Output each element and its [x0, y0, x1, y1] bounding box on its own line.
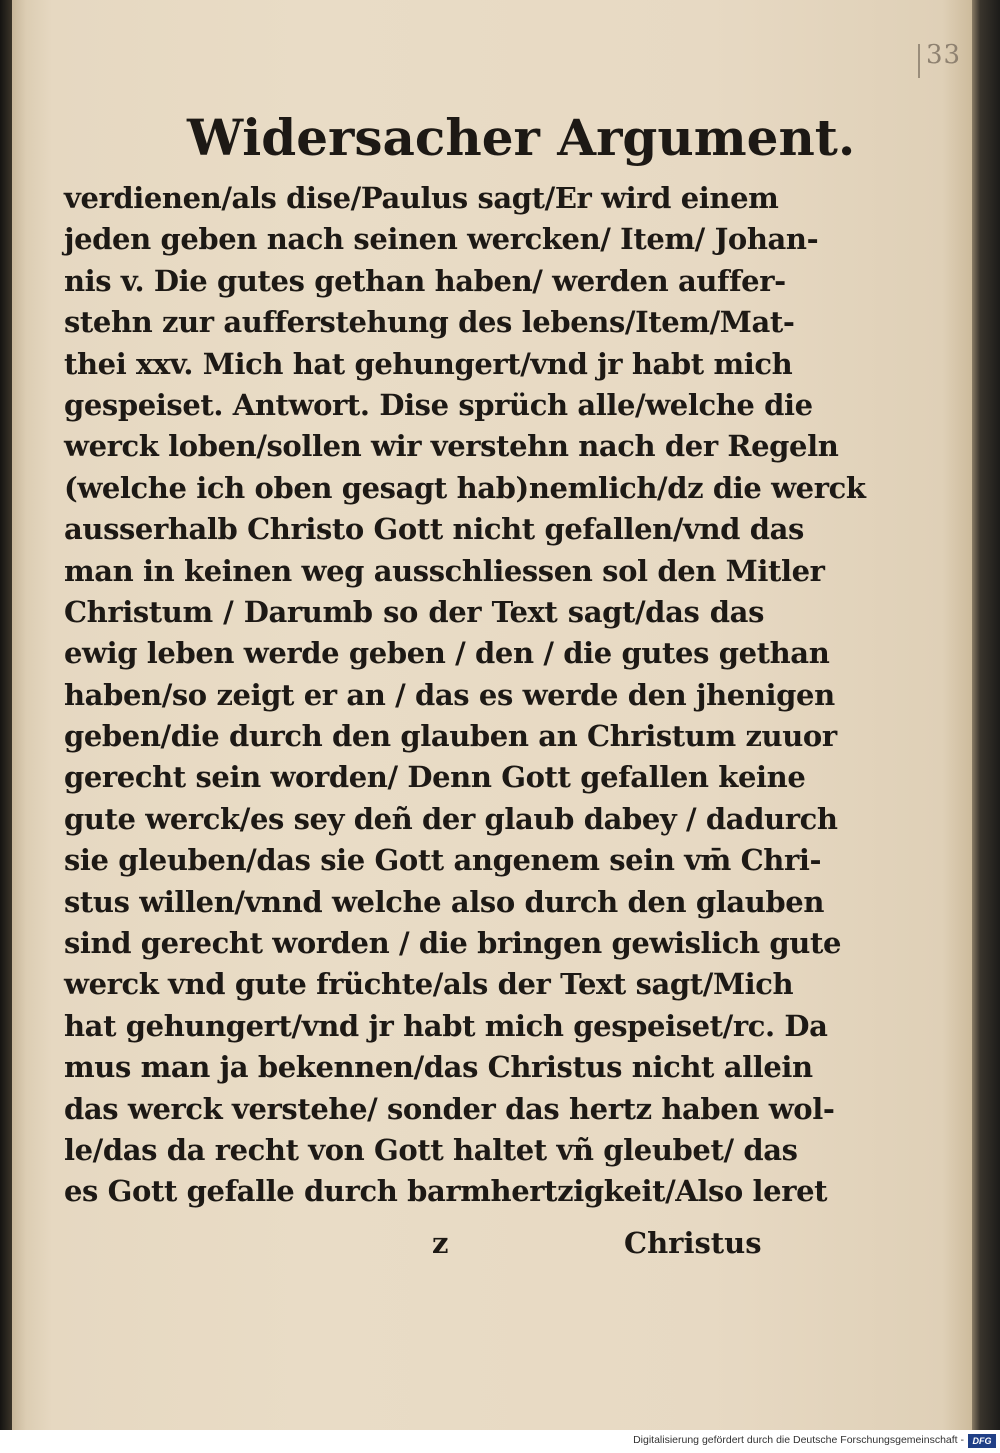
text-line: sie gleuben/das sie Gott angenem sein vm̄ Chri-	[64, 843, 822, 878]
text-line: das werck verstehe/ sonder das hertz haben wol-	[64, 1091, 835, 1126]
text-line: (welche ich oben gesagt hab)nemlich/dz die werck	[64, 470, 866, 505]
text-block	[64, 178, 866, 1213]
funding-credit: Digitalisierung gefördert durch die Deutsche Forschungsgemeinschaft -	[633, 1434, 964, 1446]
page-edge	[972, 0, 1000, 1430]
text-line: le/das da recht von Gott haltet vñ gleubet/ das	[64, 1132, 798, 1167]
running-head: Widersacher Argument.	[187, 108, 856, 167]
text-line: geben/die durch den glauben an Christum zuuor	[64, 719, 837, 754]
footer-credit-bar	[0, 1430, 1000, 1453]
signature-mark: z	[432, 1226, 449, 1260]
text-line: gute werck/es sey deñ der glaub dabey / dadurch	[64, 801, 838, 836]
text-line: gerecht sein worden/ Denn Gott gefallen keine	[64, 760, 806, 795]
text-line: sind gerecht worden / die bringen gewislich gute	[64, 926, 841, 961]
text-line: man in keinen weg ausschliessen sol den Mitler	[64, 553, 825, 588]
text-line: hat gehungert/vnd jr habt mich gespeiset/rc. Da	[64, 1008, 828, 1043]
text-line: gespeiset. Antwort. Dise sprüch alle/welche die	[64, 387, 813, 422]
text-line: thei xxv. Mich hat gehungert/vnd jr habt mich	[64, 346, 793, 381]
text-line: stus willen/vnnd welche also durch den glauben	[64, 884, 825, 919]
dfg-logo-icon: DFG	[968, 1434, 996, 1448]
folio-number: 33	[926, 40, 962, 70]
text-line: werck loben/sollen wir verstehn nach der Regeln	[64, 429, 839, 464]
text-line: stehn zur aufferstehung des lebens/Item/Mat-	[64, 305, 795, 340]
catchword: Christus	[624, 1226, 762, 1260]
text-line: mus man ja bekennen/das Christus nicht allein	[64, 1050, 813, 1085]
text-line: Christum / Darumb so der Text sagt/das das	[64, 594, 764, 629]
text-line: verdienen/als dise/Paulus sagt/Er wird einem	[64, 181, 779, 215]
text-line: es Gott gefalle durch barmhertzigkeit/Also leret	[64, 1174, 828, 1209]
folio-mark	[918, 44, 920, 78]
text-line: nis v. Die gutes gethan haben/ werden auffer-	[64, 263, 786, 298]
text-line: haben/so zeigt er an / das es werde den jhenigen	[64, 677, 835, 712]
text-line: werck vnd gute früchte/als der Text sagt/Mich	[64, 967, 794, 1002]
paper-leaf	[12, 0, 972, 1430]
text-line: ewig leben werde geben / den / die gutes gethan	[64, 636, 830, 671]
gutter-shadow	[0, 0, 12, 1430]
text-line: ausserhalb Christo Gott nicht gefallen/vnd das	[64, 512, 804, 547]
text-line: jeden geben nach seinen wercken/ Item/ Johan-	[64, 222, 819, 257]
